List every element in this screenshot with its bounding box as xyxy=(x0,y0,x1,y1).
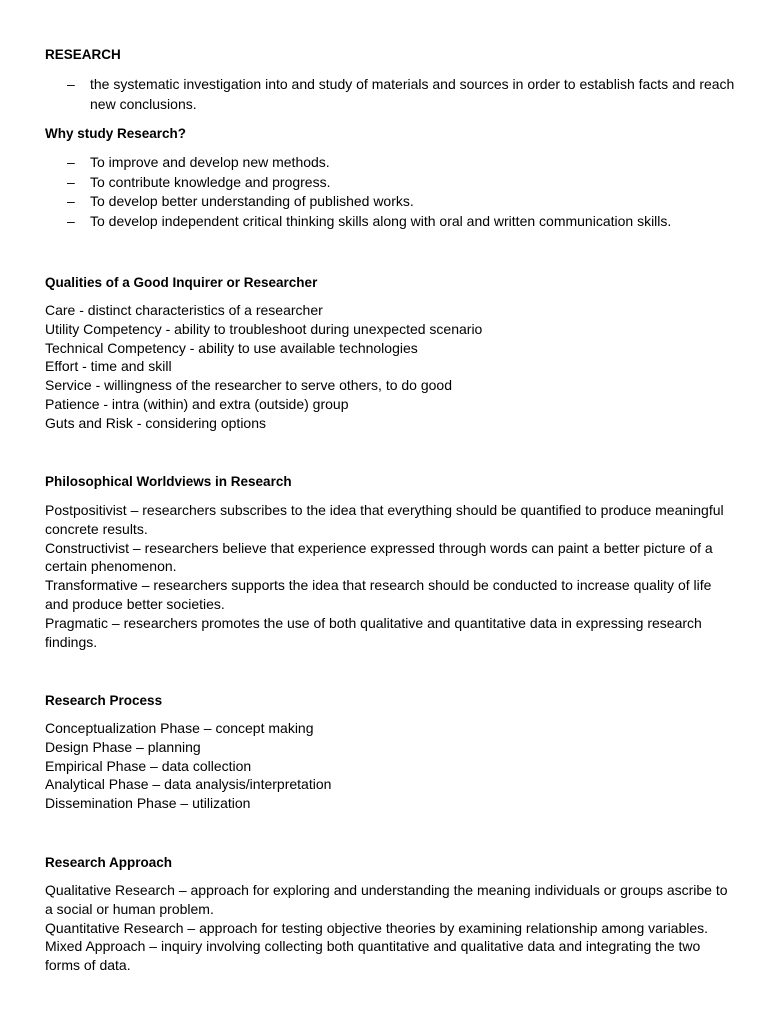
quality-item: Technical Competency - ability to use available technologies xyxy=(45,339,418,356)
process-item: Conceptualization Phase – concept making xyxy=(45,720,314,736)
list-item xyxy=(45,153,735,173)
dash-bullet: – xyxy=(67,212,75,229)
research-definition-list xyxy=(45,75,735,114)
process-heading: Research Process xyxy=(45,693,163,708)
dash-bullet: – xyxy=(67,173,75,190)
list-item xyxy=(45,75,735,114)
approach-item: Mixed Approach – inquiry involving collecting both quantitative and qualitative data and integrating the two forms of data. xyxy=(45,938,701,974)
approach-list xyxy=(45,881,735,975)
process-item: Dissemination Phase – utilization xyxy=(45,795,251,812)
approach-heading: Research Approach xyxy=(45,855,173,870)
why-study-item: To improve and develop new methods. xyxy=(90,154,330,170)
research-heading: RESEARCH xyxy=(45,47,121,62)
worldview-item: Transformative – researchers supports the idea that research should be conducted to increase quality of life and produce better societies. xyxy=(45,577,712,612)
list-item xyxy=(45,212,735,232)
qualities-heading: Qualities of a Good Inquirer or Researcher xyxy=(45,275,318,290)
quality-item: Service - willingness of the researcher to serve others, to do good xyxy=(45,377,452,394)
worldview-item: Constructivist – researchers believe that experience expressed through words can paint a better picture of a certain phenomenon. xyxy=(45,539,713,575)
dash-bullet: – xyxy=(67,193,75,209)
worldviews-heading: Philosophical Worldviews in Research xyxy=(45,474,292,489)
quality-item: Patience - intra (within) and extra (outside) group xyxy=(45,395,349,412)
approach-item: Qualitative Research – approach for exploring and understanding the meaning individuals or groups ascribe to a social or human problem. xyxy=(45,882,728,917)
research-definition: the systematic investigation into and study of materials and sources in order to establish facts and reach new conclusions. xyxy=(90,76,735,112)
dash-bullet: – xyxy=(67,76,75,92)
list-item xyxy=(45,192,735,212)
process-list xyxy=(45,719,735,813)
why-study-list xyxy=(45,153,735,231)
dash-bullet: – xyxy=(67,154,75,170)
process-item: Empirical Phase – data collection xyxy=(45,757,252,774)
process-item: Analytical Phase – data analysis/interpretation xyxy=(45,776,332,793)
quality-item: Utility Competency - ability to troubleshoot during unexpected scenario xyxy=(45,320,483,337)
quality-item: Guts and Risk - considering options xyxy=(45,414,266,431)
process-item: Design Phase – planning xyxy=(45,738,201,755)
quality-item: Care - distinct characteristics of a researcher xyxy=(45,302,323,318)
why-study-item: To develop better understanding of published works. xyxy=(90,193,414,209)
qualities-list xyxy=(45,301,735,433)
why-study-item: To develop independent critical thinking skills along with oral and written communication skills. xyxy=(90,212,672,229)
quality-item: Effort - time and skill xyxy=(45,358,172,375)
approach-item: Quantitative Research – approach for testing objective theories by examining relationship among variables. xyxy=(45,919,709,936)
worldview-item: Pragmatic – researchers promotes the use of both qualitative and quantitative data in expressing research findings. xyxy=(45,614,702,650)
worldviews-list xyxy=(45,501,735,651)
worldview-item: Postpositivist – researchers subscribes to the idea that everything should be quantified to produce meaningful concrete results. xyxy=(45,502,724,537)
list-item xyxy=(45,173,735,193)
why-study-heading: Why study Research? xyxy=(45,126,187,141)
why-study-item: To contribute knowledge and progress. xyxy=(90,173,331,190)
